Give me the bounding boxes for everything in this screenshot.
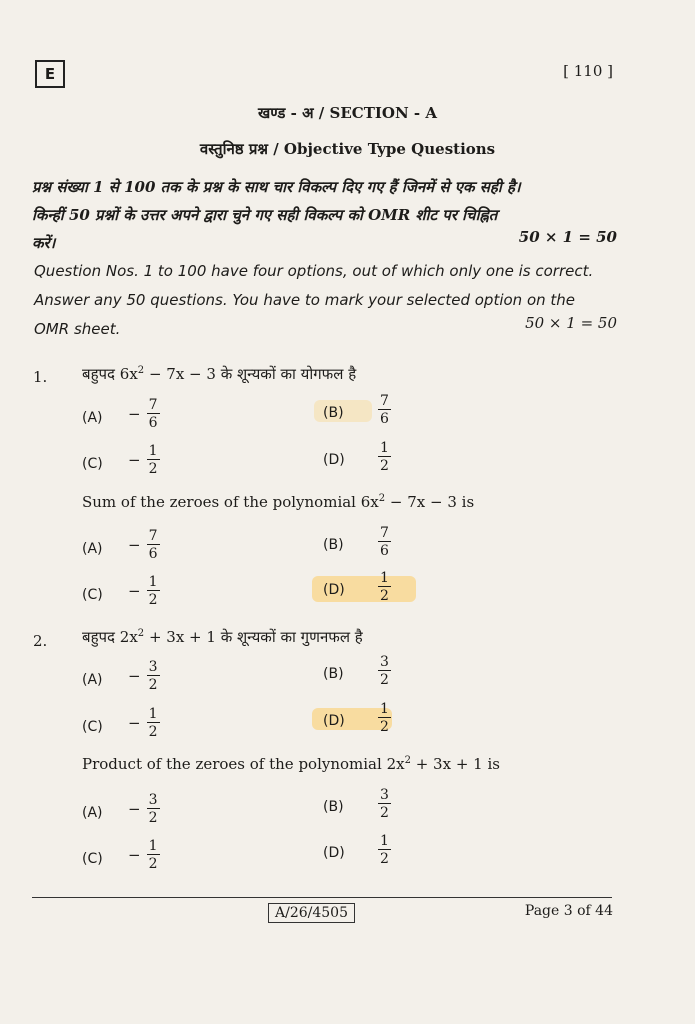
denominator: 2 — [148, 461, 158, 477]
fraction — [147, 398, 160, 430]
option-sign: − — [128, 536, 141, 554]
numerator: 3 — [380, 787, 389, 803]
denominator: 2 — [380, 719, 389, 735]
set-code-box: E — [35, 60, 65, 88]
denominator: 2 — [380, 851, 389, 867]
fraction — [378, 788, 391, 820]
instruction-english-line-2: Answer any 50 questions. You have to mark your selected option on the — [34, 291, 576, 309]
instruction-english-line-1: Question Nos. 1 to 100 have four options, out of which only one is correct. — [34, 262, 594, 280]
option-sign: − — [128, 714, 141, 732]
instruction-hindi-line-3: करें। — [32, 234, 56, 252]
exponent: 2 — [137, 628, 145, 639]
booklet-code: A/26/4505 — [268, 903, 355, 923]
option-label: (B) — [323, 405, 344, 421]
instruction-hindi-line-1: प्रश्न संख्या 1 से 100 तक के प्रश्न के साथ चार विकल्प दिए गए हैं जिनमें से एक सही है। — [32, 178, 521, 196]
option-label: (A) — [82, 410, 103, 426]
option-label: (B) — [323, 799, 344, 815]
question-text-english — [82, 493, 474, 511]
option-sign: − — [128, 405, 141, 423]
exponent: 2 — [404, 755, 411, 766]
instruction-hindi-line-2: किन्हीं 50 प्रश्नों के उत्तर अपने द्वारा चुने गए सही विकल्प को OMR शीट पर चिह्नित — [32, 206, 498, 224]
option-value — [128, 707, 160, 739]
option-label: (C) — [82, 587, 103, 603]
option-value — [128, 529, 160, 561]
option-label: (C) — [82, 851, 103, 867]
fraction — [378, 702, 391, 734]
numerator: 1 — [148, 838, 158, 854]
denominator: 2 — [148, 856, 158, 872]
fraction — [147, 839, 160, 871]
instruction-english-line-3: OMR sheet. — [34, 320, 121, 338]
option-label: (D) — [323, 713, 345, 729]
numerator: 3 — [148, 659, 158, 675]
option-label: (D) — [323, 845, 345, 861]
option-label: (B) — [323, 666, 344, 682]
paper-code: [ 110 ] — [563, 62, 613, 80]
numerator: 1 — [380, 440, 389, 456]
option-label: (D) — [323, 452, 345, 468]
option-label: (B) — [323, 537, 344, 553]
fraction — [147, 660, 160, 692]
section-subtitle: वस्तुनिष्ठ प्रश्न / Objective Type Questions — [199, 140, 496, 158]
option-label: (A) — [82, 541, 103, 557]
fraction — [147, 793, 160, 825]
option-value — [372, 394, 391, 426]
instruction-english-marks: 50 × 1 = 50 — [525, 314, 617, 332]
denominator: 6 — [380, 543, 389, 559]
denominator: 2 — [380, 458, 389, 474]
option-label: (A) — [82, 672, 103, 688]
question-text-part: − 7x − 3 is — [385, 493, 475, 511]
numerator: 1 — [148, 443, 158, 459]
option-sign: − — [128, 800, 141, 818]
option-label: (C) — [82, 719, 103, 735]
numerator: 7 — [148, 397, 158, 413]
option-label: (C) — [82, 456, 103, 472]
option-value — [128, 398, 160, 430]
question-text-hindi — [82, 627, 363, 647]
fraction — [378, 441, 391, 473]
option-value — [128, 839, 160, 871]
fraction — [147, 575, 160, 607]
option-value — [372, 571, 391, 603]
page-number: Page 3 of 44 — [524, 903, 613, 919]
fraction — [147, 529, 160, 561]
question-text-english — [82, 755, 500, 773]
fraction — [378, 655, 391, 687]
option-sign: − — [128, 451, 141, 469]
question-text-hindi — [82, 364, 356, 384]
fraction — [378, 834, 391, 866]
question-number: 1. — [33, 368, 48, 386]
fraction — [378, 394, 391, 426]
numerator: 1 — [148, 574, 158, 590]
denominator: 2 — [148, 724, 158, 740]
section-title: खण्ड - अ / SECTION - A — [258, 104, 437, 122]
option-label: (A) — [82, 805, 103, 821]
question-number: 2. — [33, 632, 48, 650]
fraction — [378, 571, 391, 603]
option-value — [372, 702, 391, 734]
numerator: 1 — [148, 706, 158, 722]
option-value — [372, 526, 391, 558]
question-text-part: बहुपद 2x — [82, 628, 138, 646]
option-value — [372, 788, 391, 820]
question-text-part: बहुपद 6x — [82, 365, 138, 383]
option-sign: − — [128, 582, 141, 600]
option-value — [372, 441, 391, 473]
denominator: 6 — [148, 546, 158, 562]
option-value — [372, 655, 391, 687]
option-sign: − — [128, 846, 141, 864]
denominator: 2 — [380, 805, 389, 821]
numerator: 7 — [380, 525, 389, 541]
option-value — [128, 660, 160, 692]
denominator: 6 — [380, 411, 389, 427]
option-sign: − — [128, 667, 141, 685]
fraction — [147, 444, 160, 476]
question-text-part: Product of the zeroes of the polynomial 2x — [82, 755, 405, 773]
denominator: 2 — [148, 810, 158, 826]
numerator: 3 — [380, 654, 389, 670]
exponent: 2 — [378, 493, 386, 504]
option-label: (D) — [323, 582, 345, 598]
question-text-part: − 7x − 3 के शून्यकों का योगफल है — [144, 365, 357, 383]
question-text-part: + 3x + 1 के शून्यकों का गुणनफल है — [144, 628, 363, 646]
instruction-hindi-marks: 50 × 1 = 50 — [518, 228, 617, 246]
numerator: 1 — [380, 570, 389, 586]
question-text-part: Sum of the zeroes of the polynomial 6x — [82, 493, 379, 511]
option-value — [128, 793, 160, 825]
denominator: 2 — [148, 677, 158, 693]
denominator: 2 — [148, 592, 158, 608]
numerator: 7 — [380, 393, 389, 409]
numerator: 1 — [380, 833, 389, 849]
exponent: 2 — [137, 365, 145, 376]
footer-rule — [32, 897, 612, 898]
option-value — [128, 575, 160, 607]
option-value — [372, 834, 391, 866]
question-text-part: + 3x + 1 is — [410, 755, 500, 773]
fraction — [147, 707, 160, 739]
numerator: 7 — [148, 528, 158, 544]
fraction — [378, 526, 391, 558]
numerator: 1 — [380, 701, 389, 717]
denominator: 6 — [148, 415, 158, 431]
option-value — [128, 444, 160, 476]
denominator: 2 — [380, 588, 389, 604]
numerator: 3 — [148, 792, 158, 808]
denominator: 2 — [380, 672, 389, 688]
